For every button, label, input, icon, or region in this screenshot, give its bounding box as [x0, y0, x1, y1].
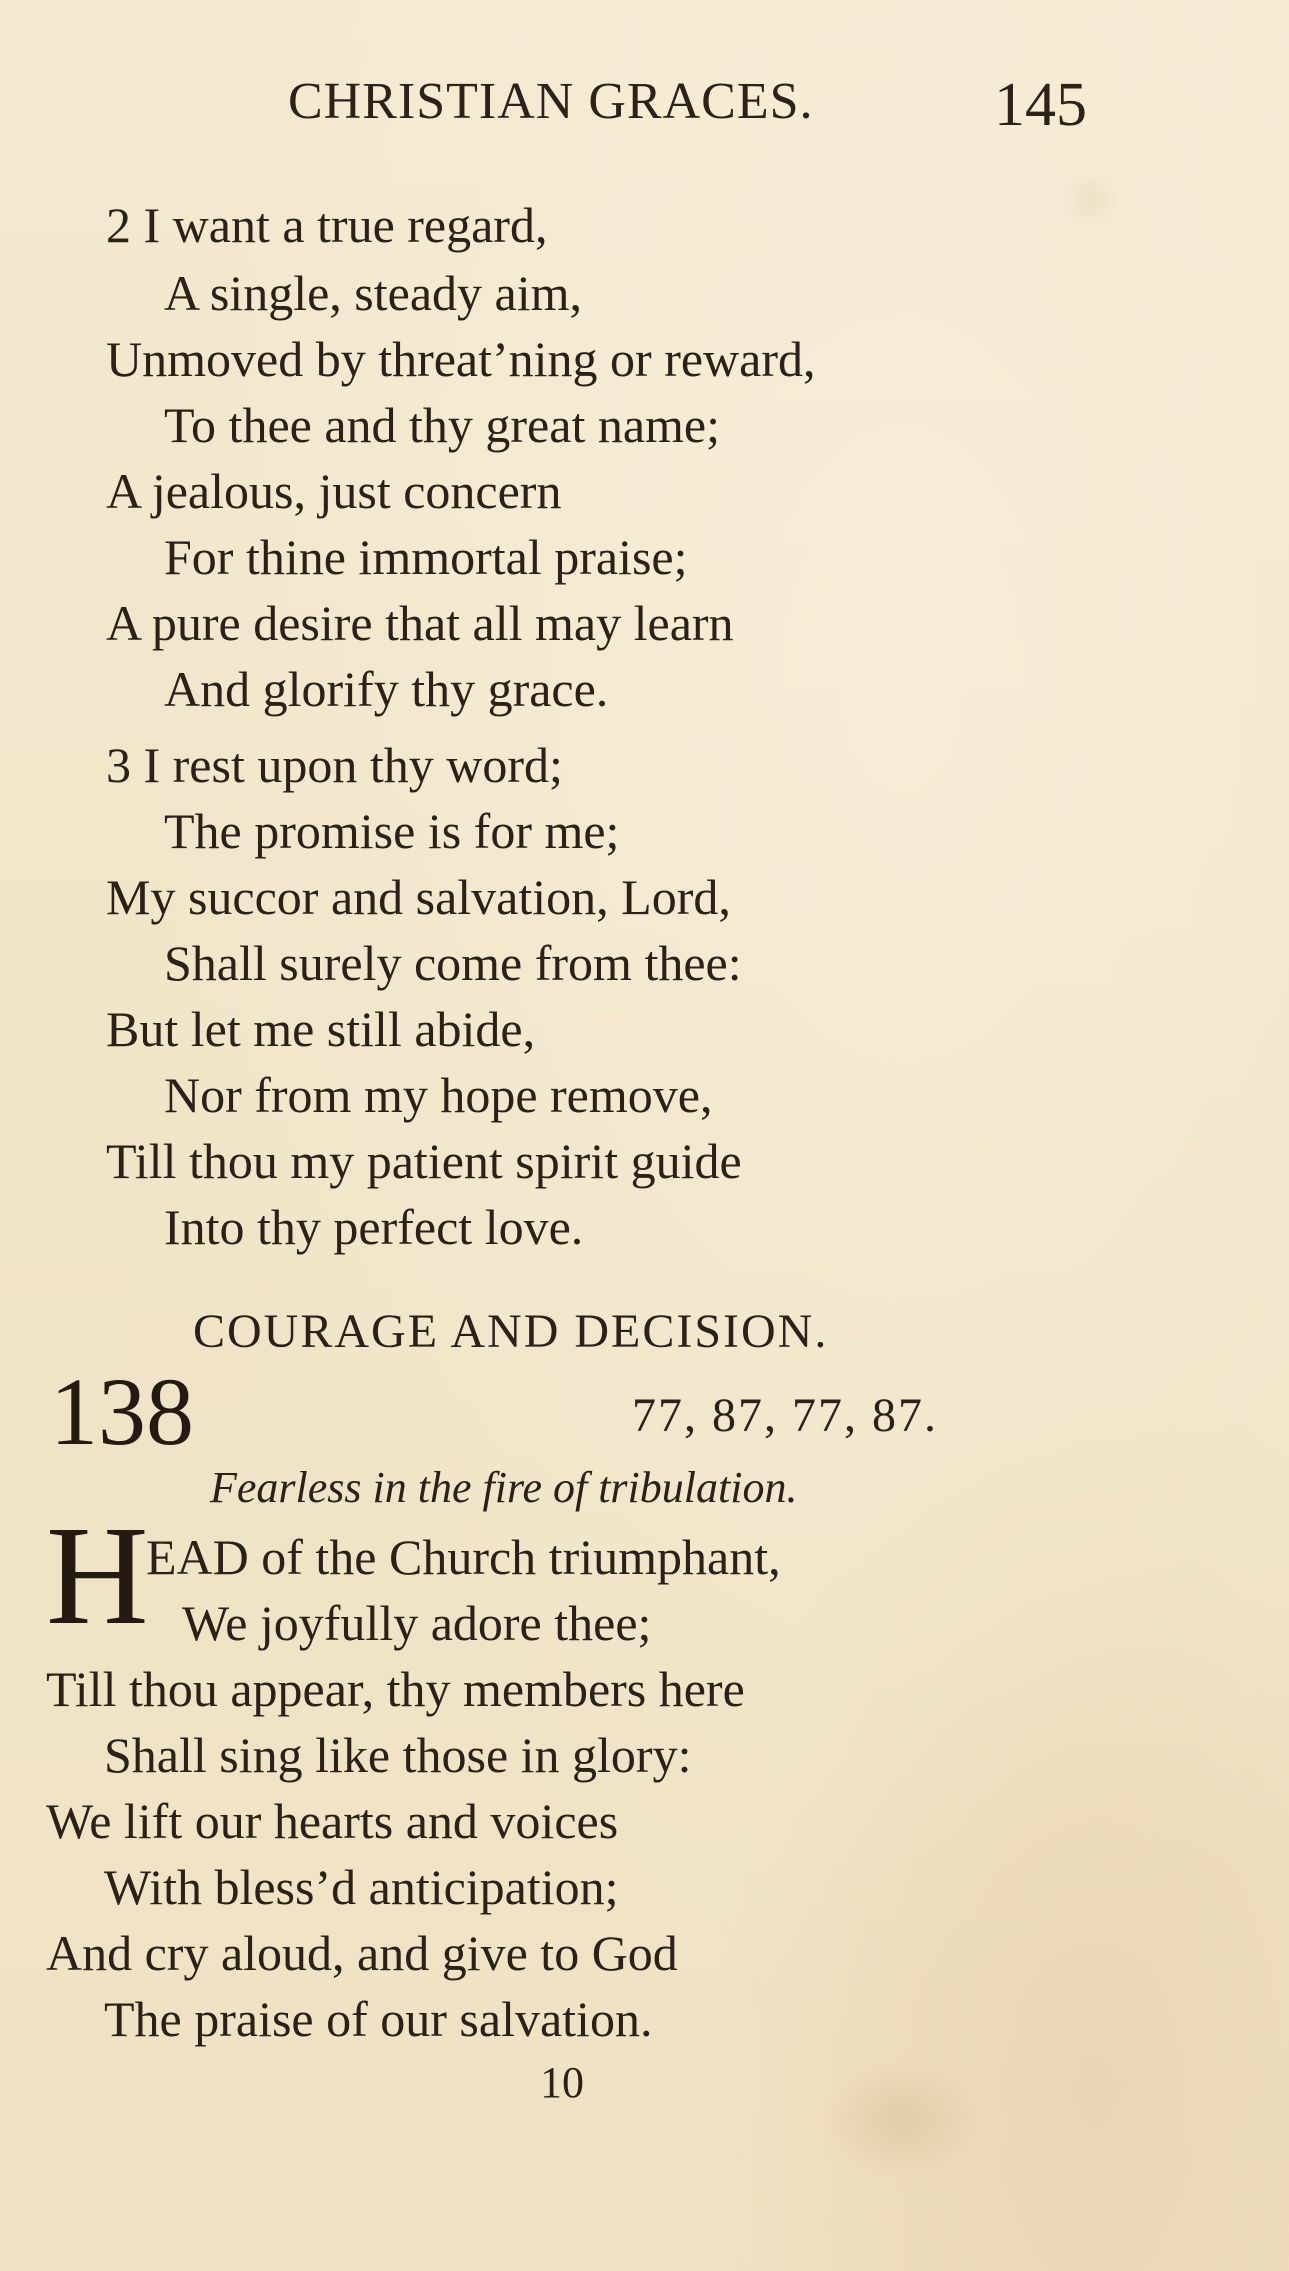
hymn-line: The praise of our salvation.: [104, 1991, 653, 2047]
stanza-2-line: A pure desire that all may learn: [106, 595, 734, 651]
hymn-meter: 77, 87, 77, 87.: [632, 1389, 938, 1442]
stanza-3-line: 3 I rest upon thy word;: [106, 737, 563, 793]
hymn-line: We joyfully adore thee;: [182, 1595, 652, 1651]
stanza-3-line: Till thou my patient spirit guide: [106, 1133, 742, 1189]
stanza-2-line: And glorify thy grace.: [164, 661, 609, 717]
stanza-2-line: To thee and thy great name;: [164, 397, 721, 453]
stanza-2-line: Unmoved by threat’ning or reward,: [106, 331, 816, 387]
section-heading: COURAGE AND DECISION.: [193, 1305, 829, 1358]
stanza-2-line: 2 I want a true regard,: [106, 197, 548, 253]
stanza-2-line: For thine immortal praise;: [164, 529, 688, 585]
hymn-first-line: EAD of the Church triumphant,: [146, 1529, 781, 1585]
hymn-line: Shall sing like those in glory:: [104, 1727, 692, 1783]
hymn-line: We lift our hearts and voices: [46, 1793, 619, 1849]
stanza-3-line: The promise is for me;: [164, 803, 620, 859]
signature-mark: 10: [540, 2058, 584, 2107]
hymn-subtitle: Fearless in the fire of tribulation.: [210, 1463, 798, 1512]
stanza-3-line: My succor and salvation, Lord,: [106, 869, 731, 925]
page-number: 145: [994, 71, 1087, 139]
stanza-2-line: A single, steady aim,: [164, 265, 582, 321]
hymn-line: And cry aloud, and give to God: [46, 1925, 678, 1981]
paper-stain: [820, 2060, 980, 2180]
running-head: CHRISTIAN GRACES.: [288, 73, 814, 130]
stanza-3-line: Shall surely come from thee:: [164, 935, 742, 991]
stanza-3-line: But let me still abide,: [106, 1001, 536, 1057]
stanza-2-line: A jealous, just concern: [106, 463, 562, 519]
stanza-3-line: Nor from my hope remove,: [164, 1067, 713, 1123]
paper-stain: [1060, 170, 1120, 230]
drop-cap: H: [46, 1496, 149, 1654]
hymn-line: Till thou appear, thy members here: [46, 1661, 745, 1717]
stanza-3-line: Into thy perfect love.: [164, 1199, 584, 1255]
hymn-line: With bless’d anticipation;: [104, 1859, 619, 1915]
hymn-number: 138: [50, 1358, 194, 1465]
